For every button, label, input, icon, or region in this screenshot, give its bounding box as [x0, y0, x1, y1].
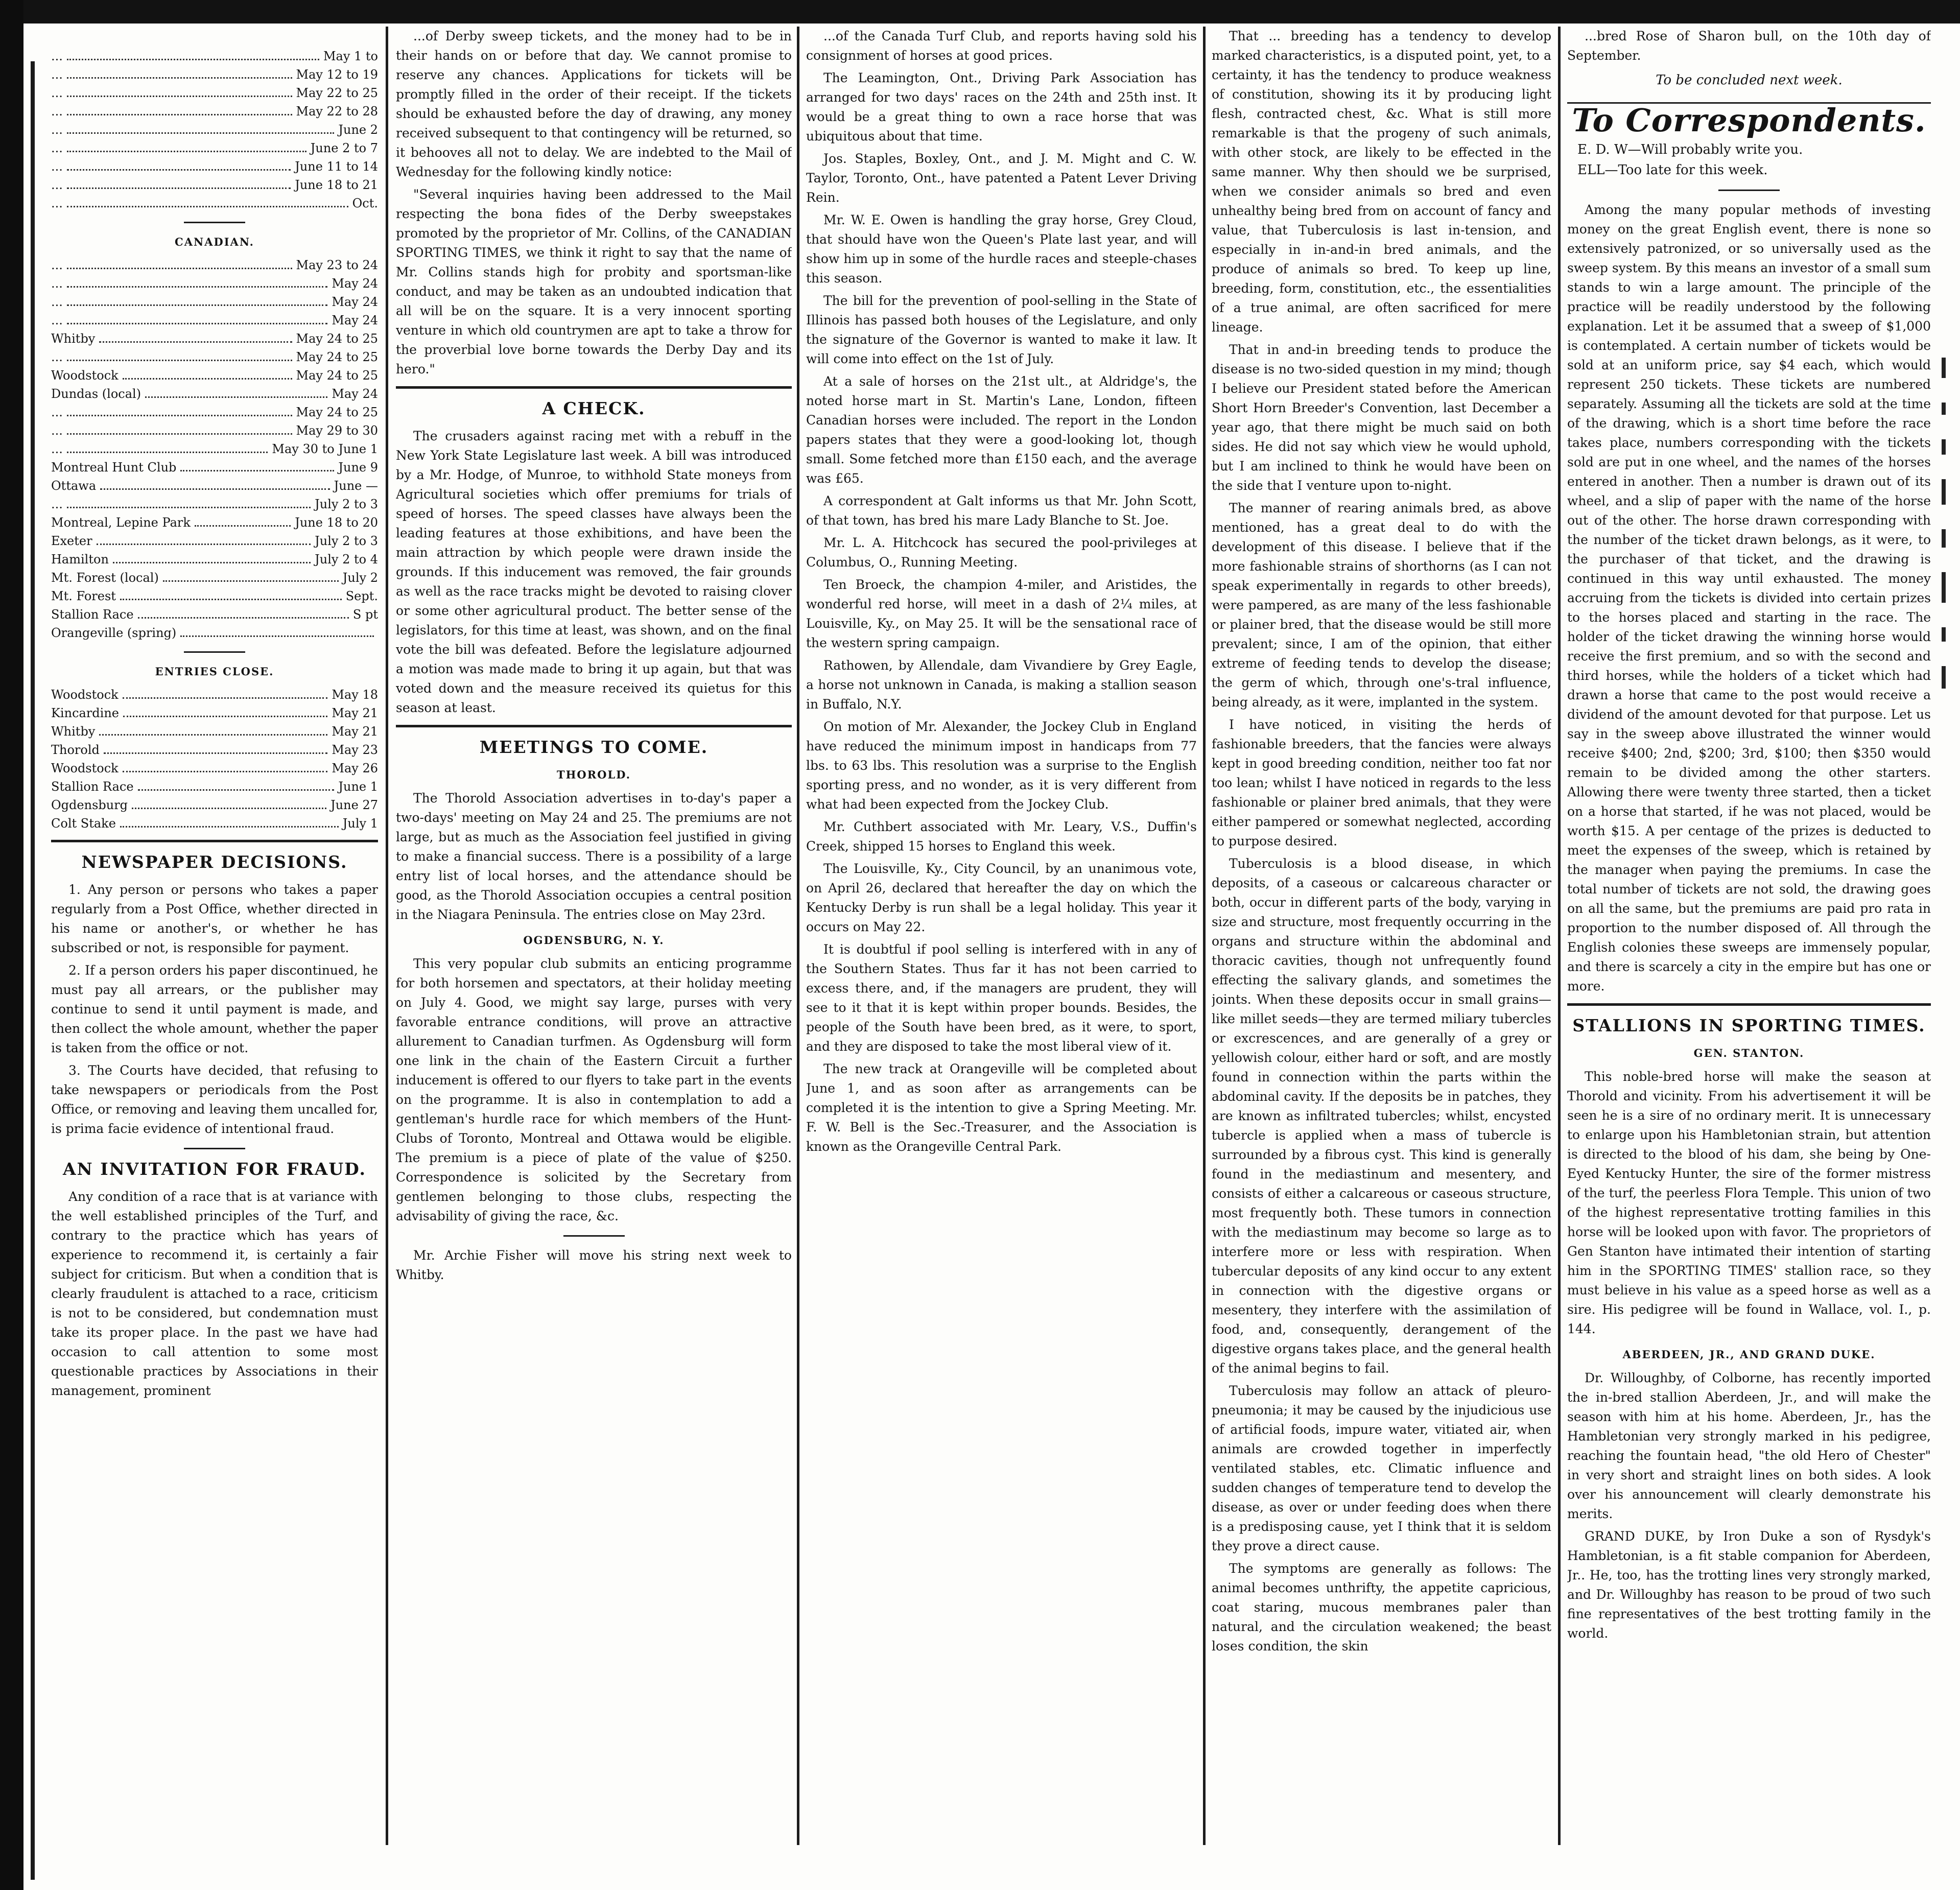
to-be-concluded: To be concluded next week.: [1656, 73, 1843, 88]
leader-dots: [67, 507, 311, 508]
race-date: July 2 to 4: [315, 552, 378, 566]
news-item: Rathowen, by Allendale, dam Vivandiere by Grey Eagle, a horse not unknown in Canada, is making a stallion season in Buffalo, N.Y.: [806, 658, 1197, 712]
race-listing: [51, 458, 378, 477]
race-listing: [51, 329, 378, 348]
race-name: Hamilton: [51, 552, 109, 566]
divider: [396, 725, 792, 727]
leader-dots: [67, 77, 292, 79]
race-date: June 1: [338, 779, 378, 794]
race-name: Woodstock: [51, 761, 119, 775]
race-date: May 22 to 28: [296, 104, 378, 119]
race-name: ...: [51, 67, 63, 82]
leader-dots: [138, 617, 349, 619]
leader-dots: [67, 433, 292, 435]
race-name: ...: [51, 196, 63, 210]
column-rule: [1558, 27, 1561, 1845]
race-name: ...: [51, 178, 63, 192]
race-date: July 1: [342, 816, 378, 831]
race-date: May 1 to: [323, 49, 378, 63]
race-name: ...: [51, 49, 63, 63]
race-listing: [51, 256, 378, 274]
race-date: May 24: [332, 295, 378, 309]
race-date: May 24 to 25: [296, 368, 378, 383]
race-listing: [51, 385, 378, 403]
ogdensburg-heading: OGDENSBURG, N. Y.: [523, 934, 665, 947]
article-paragraph: The symptoms are generally as follows: The animal becomes unthrifty, the appetite capricious, coat staring, mucous membranes paler than natural, and the circulation weakened; the beast loses condition, the skin: [1212, 1561, 1551, 1653]
news-item: At a sale of horses on the 21st ult., at Aldridge's, the noted horse mart in St. Martin's Lane, London, fifteen Canadian horses were included. The report in the London papers states that they were a good-looking lot, though small. Some fetched more than £150 each, and the average was £65.: [806, 374, 1197, 486]
news-item: A correspondent at Galt informs us that Mr. John Scott, of that town, has bred his mare Lady Blanche to St. Joe.: [806, 493, 1197, 528]
race-name: Woodstock: [51, 688, 119, 702]
race-name: Colt Stake: [51, 816, 116, 831]
race-listing: [51, 139, 378, 157]
a-check-heading: A CHECK.: [542, 398, 646, 418]
leader-dots: [123, 716, 327, 717]
entry-listing: [51, 741, 378, 759]
race-listing: [51, 157, 378, 176]
race-date: June 18 to 21: [295, 178, 378, 192]
race-listing: [51, 121, 378, 139]
race-listing: [51, 550, 378, 569]
race-name: Stallion Race: [51, 607, 134, 622]
race-date: May 29 to 30: [296, 423, 378, 438]
invitation-fraud-text: Any condition of a race that is at variance with the well established principles of the Turf, and contrary to the practice which has years of experience to recommend it, is certainly a fair subject for criticism. But when a condition that is clearly fraudulent is attached to a race, criticism is not to be considered, but condemnation must take its proper place. In the past we have had occasion to call attention to some most questionable practices by Associations in their management, prominent: [51, 1189, 378, 1398]
news-item: The Louisville, Ky., City Council, by an unanimous vote, on April 26, declared that hereafter the day on which the Kentucky Derby is run shall be a legal holiday. This year it occurs on May 22.: [806, 861, 1197, 934]
scan-edge-marks: [1939, 358, 1949, 1022]
race-name: Whitby: [51, 724, 96, 739]
column-2: [396, 27, 792, 1865]
divider: [1567, 1003, 1931, 1006]
aberdeen-text: Dr. Willoughby, of Colborne, has recently imported the in-bred stallion Aberdeen, Jr., and will make the season with him at his home. Aberdeen, Jr., has the Hambletonian very strongly marked in his pedigree, reaching the fountain head, "the old Hero of Chester" in very short and straight lines on both sides. A look over his announcement will clearly demonstrate his merits.: [1567, 1371, 1931, 1521]
column-rule: [1203, 27, 1206, 1845]
race-listing: [51, 587, 378, 605]
race-date: May 30 to June 1: [272, 442, 378, 456]
race-listing: [51, 440, 378, 458]
race-date: May 22 to 25: [296, 86, 378, 100]
thorold-text: The Thorold Association advertises in to-day's paper a two-days' meeting on May 24 and 25. The premiums are not large, but as much as the Association feel justified in giving to make a financial success. There is a possibility of a large entry list of local horses, and the attendance should be good, as the Thorold Association occupies a central position in the Niagara Peninsula. The entries close on May 23rd.: [396, 791, 792, 922]
leader-dots: [120, 599, 342, 600]
leader-dots: [163, 580, 339, 582]
race-listing: [51, 194, 378, 212]
leader-dots: [180, 470, 334, 471]
race-date: May 24 to 25: [296, 350, 378, 364]
race-listing: [51, 176, 378, 194]
decision-item: 2. If a person orders his paper discontinued, he must pay all arrears, or the publisher may continue to send it until payment is made, and then collect the whole amount, whether the paper is taken from the office or not.: [51, 963, 378, 1055]
race-date: July 2 to 3: [315, 497, 378, 511]
leader-dots: [195, 525, 291, 527]
race-date: June 9: [338, 460, 378, 475]
leader-dots: [99, 341, 292, 343]
race-date: May 21: [332, 706, 378, 720]
race-listing: [51, 84, 378, 102]
race-name: Dundas (local): [51, 387, 141, 401]
race-listing: [51, 569, 378, 587]
top-border-rule: [23, 0, 1960, 23]
race-date: May 24 to 25: [296, 332, 378, 346]
race-date: May 24: [332, 276, 378, 291]
race-name: Kincardine: [51, 706, 119, 720]
race-listing: [51, 366, 378, 385]
thorold-heading: THOROLD.: [556, 768, 631, 781]
leader-dots: [67, 59, 319, 60]
race-date: June 11 to 14: [295, 159, 378, 174]
derby-sweep-paragraph: ...of Derby sweep tickets, and the money had to be in their hands on or before that day. We cannot promise to reserve any chances. Applications for tickets will be promptly filled in the order of their receipt. If the tickets should be exhausted before the day of drawing, any money received subsequent to that contingency will be returned, so it behooves all not to delay. We are indebted to the Mail of Wednesday for the following kindly notice:: [396, 29, 792, 179]
race-date: Oct.: [352, 196, 378, 210]
race-name: ...: [51, 350, 63, 364]
entries-close-heading: ENTRIES CLOSE.: [155, 665, 274, 678]
race-date: S pt: [352, 607, 378, 622]
gen-stanton-text: This noble-bred horse will make the season at Thorold and vicinity. From his advertisement it will be seen he is a sire of no ordinary merit. It is unnecessary to enlarge upon his Hambletonian strain, but attention is directed to the blood of his dam, she being by One-Eyed Kentucky Hunter, the sire of the former mistress of the turf, the peerless Flora Temple. This union of two of the highest representative trotting families in this horse will be looked upon with favor. The proprietors of Gen Stanton have intimated their intention of starting him in the SPORTING TIMES' stallion race, so they must believe in his value as a speed horse as well as a sire. His pedigree will be found in Wallace, vol. I., p. 144.: [1567, 1069, 1931, 1336]
race-name: Orangeville (spring): [51, 626, 177, 640]
race-listing: [51, 495, 378, 513]
leader-dots: [67, 206, 348, 207]
race-name: ...: [51, 276, 63, 291]
race-name: ...: [51, 295, 63, 309]
entry-listing: [51, 814, 378, 833]
entry-listing: [51, 704, 378, 722]
race-listing: [51, 102, 378, 121]
race-name: Ogdensburg: [51, 798, 128, 812]
entry-listing: [51, 796, 378, 814]
race-listing: [51, 348, 378, 366]
leader-dots: [67, 268, 292, 269]
left-inner-rule: [31, 61, 35, 1880]
grand-duke-text: GRAND DUKE, by Iron Duke a son of Rysdyk's Hambletonian, is a fit stable companion for Aberdeen, Jr.. He, too, has the trotting lines very strongly marked, and Dr. Willoughby has reason to be proud of two such fine representatives of the best trotting family in the world.: [1567, 1529, 1931, 1641]
column-rule: [386, 27, 388, 1845]
race-date: May 26: [332, 761, 378, 775]
race-name: Ottawa: [51, 479, 97, 493]
race-date: July 2: [342, 571, 378, 585]
canadian-heading: CANADIAN.: [175, 235, 254, 248]
entry-listing: [51, 686, 378, 704]
race-listing: [51, 293, 378, 311]
leader-dots: [67, 304, 328, 306]
race-name: ...: [51, 104, 63, 119]
divider: [184, 651, 245, 653]
entry-listing: [51, 722, 378, 741]
race-date: May 21: [332, 724, 378, 739]
article-paragraph: I have noticed, in visiting the herds of fashionable breeders, that the fancies were always kept in good breeding condition, neither too fat nor too lean; whilst I have noticed in regards to the less fashionable or plainer bred animals, that they were either pampered or somewhat neglected, according to purpose desired.: [1212, 717, 1551, 848]
left-page-edge: [0, 0, 23, 1890]
leader-dots: [123, 771, 328, 772]
race-listing: [51, 47, 378, 65]
article-paragraph: Tuberculosis is a blood disease, in which deposits, of a caseous or calcareous character or both, occur in different parts of the body, varying in size and structure, most frequently occurring in the organs and structure within the abdominal and thoracic cavities, though not unfrequently found effecting the salivary glands, and sometimes the joints. When these deposits occur in small grains—like millet seeds—they are termed miliary tubercles or excrescences, and are generally of a grey or yellowish colour, either hard or soft, and are mostly found in connection within the parts within the abdominal cavity. If the deposits be in patches, they are known as infiltrated tubercles; whilst, encysted tubercle is applied when a mass of tubercle is surrounded by a fibrous cyst. This kind is generally found in the mediastinum and mesentery, and consists of either a calcareous or caseous structure, most frequently both. These tumors in connection with the mediastinum may become so large as to interfere more or less with respiration. When tubercular deposits of any kind occur to any extent in connection with the digestive organs or mesentery, they interfere with the assimilation of food, and, consequently, derangement of the digestive organs takes place, and the general health of the animal begins to fail.: [1212, 856, 1551, 1376]
race-name: ...: [51, 405, 63, 419]
continued-text: ...bred Rose of Sharon bull, on the 10th day of September.: [1567, 29, 1931, 63]
news-item: The Leamington, Ont., Driving Park Association has arranged for two days' races on the 24th and 25th inst. It would be a great thing to own a race horse that was ubiquitous about that time.: [806, 70, 1197, 144]
leader-dots: [67, 415, 292, 416]
leader-dots: [67, 323, 328, 324]
race-date: June 2: [338, 123, 378, 137]
news-item: Jos. Staples, Boxley, Ont., and J. M. Might and C. W. Taylor, Toronto, Ont., have patented a Patent Lever Driving Rein.: [806, 151, 1197, 205]
us-race-calendar: [51, 47, 378, 212]
decision-item: 3. The Courts have decided, that refusing to take newspapers or periodicals from the Post Office, or removing and leaving them uncalled for, is prima facie evidence of intentional fraud.: [51, 1063, 378, 1136]
leader-dots: [67, 360, 292, 361]
divider: [396, 386, 792, 389]
race-name: ...: [51, 497, 63, 511]
ogdensburg-text: This very popular club submits an enticing programme for both horsemen and spectators, at their holiday meeting on July 4. Good, we might say large, purses with very favorable entrance conditions, will prove an attractive allurement to Canadian turfmen. As Ogdensburg will form one link in the chain of the Eastern Circuit a further inducement is offered to our flyers to take part in the events on the programme. It is also in contemplation to add a gentleman's hurdle race for which members of the Hunt-Clubs of Toronto, Montreal and Ottawa would be eligible. The premium is a piece of plate of the value of $250. Correspondence is solicited by the Secretary from gentlemen belonging to those clubs, respecting the advisability of giving the race, &c.: [396, 956, 792, 1223]
race-date: May 12 to 19: [296, 67, 378, 82]
race-name: ...: [51, 159, 63, 174]
article-paragraph: Tuberculosis may follow an attack of pleuro-pneumonia; it may be caused by the injudicious use of artificial foods, impure water, vitiated air, when animals are crowded together in imperfectly ventilated stables, etc. Climatic influence and sudden changes of temperature tend to develop the disease, as over or under feeding does when there is a predisposing cause, yet I think that it is seldom they prove a direct cause.: [1212, 1383, 1551, 1553]
article-paragraph: That in and-in breeding tends to produce the disease is no two-sided question in my mind; though I believe our President stated before the American Short Horn Breeder's Convention, last December a year ago, that there might be much said on both sides. He did not say which view he would uphold, but I am inclined to think he would have been on the side that I venture upon to-night.: [1212, 342, 1551, 493]
derby-sweep-quote: "Several inquiries having been addressed to the Mail respecting the bona fides of the Derby sweepstakes promoted by the proprietor of Mr. Collins, of the CANADIAN SPORTING TIMES, we think it right to say that the name of Mr. Collins stands high for probity and sportsman-like conduct, and may be taken as an undoubted indication that all will be on the square. It is a very innocent sporting venture in which old countrymen are apt to take a throw for the proverbial love borne towards the Derby Day and its hero.": [396, 187, 792, 376]
news-item: Mr. W. E. Owen is handling the gray horse, Grey Cloud, that should have won the Queen's Plate last year, and will show him up in some of the hurdle races and steeple-chases this season.: [806, 212, 1197, 286]
gen-stanton-heading: GEN. STANTON.: [1693, 1047, 1805, 1059]
race-date: May 23: [332, 743, 378, 757]
race-date: May 24 to 25: [296, 405, 378, 419]
news-item: The new track at Orangeville will be completed about June 1, and as soon after as arrangements can be completed it is the intention to give a Spring Meeting. Mr. F. W. Bell is the Sec.-Treasurer, and the Association is known as the Orangeville Central Park.: [806, 1061, 1197, 1154]
race-name: Mt. Forest (local): [51, 571, 159, 585]
race-name: ...: [51, 423, 63, 438]
race-name: Whitby: [51, 332, 96, 346]
race-name: Mt. Forest: [51, 589, 116, 603]
leader-dots: [67, 169, 291, 171]
race-listing: [51, 513, 378, 532]
canadian-race-calendar: [51, 256, 378, 642]
race-name: ...: [51, 86, 63, 100]
race-listing: [51, 274, 378, 293]
column-1: [51, 27, 378, 1865]
leader-dots: [67, 114, 292, 115]
leader-dots: [123, 697, 328, 699]
column-4: [1212, 27, 1551, 1865]
news-item: Mr. L. A. Hitchcock has secured the pool-privileges at Columbus, O., Running Meeting.: [806, 535, 1197, 570]
race-listing: [51, 477, 378, 495]
leader-dots: [104, 752, 328, 754]
column-5: [1567, 27, 1931, 1865]
leader-dots: [67, 187, 291, 189]
sweep-explanation: Among the many popular methods of investing money on the great English event, there is none so extensively patronized, or so universally used as the sweep system. By this means an investor of a small sum stands to win a large amount. The principle of the practice will be readily understood by the following explanation. Let it be assumed that a sweep of $1,000 is contemplated. A certain number of tickets would be sold at an uniform price, say $4 each, which would represent 250 tickets. These tickets are numbered separately. Assuming all the tickets are sold at the time of the drawing, which is a short time before the race takes place, numbers corresponding with the tickets sold are put in one wheel, and the names of the horses entered in another. Then a number is drawn out of its wheel, and a slip of paper with the name of the horse out of the other. The horse drawn corresponding with the number of the ticket drawn belongs, as it were, to the purchaser of that ticket, and the drawing is continued in this way until exhausted. The money accruing from the tickets is divided into certain prizes to the horses placed and starting in the race. The holder of the ticket drawing the winning horse would receive the first premium, and so with the second and third horses, while the holders of a ticket which had drawn a horse that came to the post would receive a dividend of the amount devoted for that purpose. Let us say in the sweep above illustrated the winner would receive $400; 2nd, $200; 3rd, $100; then $350 would remain to be divided among the other starters. Allowing there were twenty three started, then a ticket on a horse that started, if he was not placed, would be worth $15. A per centage of the prizes is deducted to meet the expenses of the sweep, which is retained by the manager when paying the premiums. In case the total number of tickets are not sold, the drawing goes on all the same, but the premiums are paid pro rata in proportion to the number disposed of. All through the English colonies these sweeps are immensely popular, and there is scarcely a city in the empire but has one or more.: [1567, 202, 1931, 994]
race-date: May 18: [332, 688, 378, 702]
entry-listing: [51, 759, 378, 777]
fisher-note: Mr. Archie Fisher will move his string next week to Whitby.: [396, 1248, 792, 1282]
news-item: Mr. Cuthbert associated with Mr. Leary, V.S., Duffin's Creek, shipped 15 horses to England this week.: [806, 819, 1197, 854]
leader-dots: [67, 286, 328, 288]
race-date: June —: [334, 479, 378, 493]
newspaper-decisions-heading: NEWSPAPER DECISIONS.: [81, 852, 348, 872]
race-name: ...: [51, 141, 63, 155]
entry-listing: [51, 777, 378, 796]
race-date: May 24: [332, 387, 378, 401]
a-check-text: The crusaders against racing met with a rebuff in the New York State Legislature last week. A bill was introduced by a Mr. Hodge, of Munroe, to withhold State moneys from Agricultural societies which offer premiums for trials of speed of horses. The speed classes have always been the leading features at those exhibitions, and have been the main attraction by which people were drawn inside the grounds. If this inducement was removed, the fair grounds as well as the race tracks might be devoted to raising clover or some other agricultural product. The better sense of the legislators, for this time at least, was shown, and on the final vote the bill was defeated. Before the legislature adjourned a motion was made made to bring it up again, but that was voted down and the measure received its quietus for this season at least.: [396, 429, 792, 715]
race-listing: [51, 532, 378, 550]
tuberculosis-article: [1212, 27, 1551, 1656]
news-item: ...of the Canada Turf Club, and reports having sold his consignment of horses at good prices.: [806, 29, 1197, 63]
article-paragraph: The manner of rearing animals bred, as above mentioned, has a great deal to do with the development of this disease. I believe that if the more fashionable strains of shorthorns (as I can not speak experimentally in regards to other breeds), were pampered, as are many of the less fashionable or plainer bred, that the disease would be still more prevalent; since, I am of the opinion, that either extreme of feeding tends to develop the disease; the germ of which, through one's-tral influence, being already, as it were, implanted in the system.: [1212, 501, 1551, 710]
race-date: May 24: [332, 313, 378, 327]
race-name: Montreal, Lepine Park: [51, 515, 191, 530]
leader-dots: [123, 378, 292, 380]
race-name: Exeter: [51, 534, 92, 548]
to-correspondents-title: To Correspondents.: [1567, 102, 1931, 130]
race-listing: [51, 421, 378, 440]
race-listing: [51, 624, 378, 642]
leader-dots: [67, 452, 268, 453]
column-3: [806, 27, 1197, 1865]
divider: [51, 840, 378, 842]
leader-dots: [67, 96, 292, 97]
race-date: July 2 to 3: [315, 534, 378, 548]
race-name: Thorold: [51, 743, 100, 757]
leader-dots: [145, 396, 327, 398]
divider: [184, 1148, 245, 1149]
entries-close-list: [51, 686, 378, 833]
divider: [563, 1235, 625, 1237]
column-rule: [797, 27, 799, 1845]
news-item: Ten Broeck, the champion 4-miler, and Aristides, the wonderful red horse, will meet in a dash of 2¼ miles, at Louisville, Ky., on May 25. It will be the sensational race of the western spring campaign.: [806, 577, 1197, 650]
article-paragraph: That ... breeding has a tendency to develop marked characteristics, is a disputed point, yet, to a certainty, it has the tendency to produce weakness of constitution, showing its it by producing light flesh, contracted chest, &c. What is still more remarkable is that the progeny of such animals, with other stock, are likely to be effected in the same manner. Why then should we be surprised, when we consider animals so bred and even unhealthy being bred from on account of fancy and value, that Tuberculosis is last in-tension, and especially in in-and-in bred animals, and the produce of animals so bred. To keep up line, breeding, form, constitution, etc., the essentialities of a true animal, are often sacrificed for mere lineage.: [1212, 29, 1551, 335]
race-name: Montreal Hunt Club: [51, 460, 177, 475]
leader-dots: [67, 151, 306, 152]
leader-dots: [120, 826, 339, 828]
race-date: June 27: [330, 798, 378, 812]
divider: [1718, 190, 1780, 191]
divider: [184, 222, 245, 223]
race-listing: [51, 403, 378, 421]
leader-dots: [97, 544, 311, 545]
stallions-heading: STALLIONS IN SPORTING TIMES.: [1572, 1015, 1926, 1035]
leader-dots: [132, 808, 326, 809]
leader-dots: [99, 734, 327, 736]
correspondent-note: ELL—Too late for this week.: [1577, 162, 1768, 178]
news-item: It is doubtful if pool selling is interfered with in any of the Southern States. Thus far it has not been carried to excess there, and, if the managers are prudent, they will see to it that it is kept within proper bounds. Besides, the people of the South have been bred, as it were, to sport, and they are disposed to take the most liberal view of it.: [806, 942, 1197, 1054]
race-date: June 18 to 20: [295, 515, 378, 530]
leader-dots: [100, 488, 330, 490]
news-items: [806, 27, 1197, 1156]
race-name: ...: [51, 313, 63, 327]
leader-dots: [113, 562, 311, 563]
news-item: The bill for the prevention of pool-selling in the State of Illinois has passed both houses of the Legislature, and only the signature of the Governor is wanted to make it law. It will come into effect on the 1st of July.: [806, 293, 1197, 366]
race-name: ...: [51, 258, 63, 272]
race-listing: [51, 65, 378, 84]
race-listing: [51, 311, 378, 329]
leader-dots: [138, 789, 335, 791]
aberdeen-heading: ABERDEEN, JR., AND GRAND DUKE.: [1622, 1348, 1876, 1361]
race-date: Sept.: [345, 589, 378, 603]
decision-item: 1. Any person or persons who takes a paper regularly from a Post Office, whether directed in his name or another's, or whether he has subscribed or not, is responsible for payment.: [51, 882, 378, 955]
leader-dots: [180, 635, 374, 637]
meetings-to-come-heading: MEETINGS TO COME.: [479, 737, 709, 757]
leader-dots: [67, 132, 334, 134]
correspondent-note: E. D. W—Will probably write you.: [1577, 142, 1803, 157]
race-listing: [51, 605, 378, 624]
race-date: May 23 to 24: [296, 258, 378, 272]
race-name: ...: [51, 123, 63, 137]
race-name: ...: [51, 442, 63, 456]
invitation-fraud-heading: AN INVITATION FOR FRAUD.: [62, 1159, 367, 1179]
race-name: Woodstock: [51, 368, 119, 383]
race-name: Stallion Race: [51, 779, 134, 794]
race-date: June 2 to 7: [310, 141, 378, 155]
news-item: On motion of Mr. Alexander, the Jockey Club in England have reduced the minimum impost in handicaps from 77 lbs. to 63 lbs. This resolution was a surprise to the English sporting press, and no wonder, as it is very different from what had been expected from the Jockey Club.: [806, 719, 1197, 812]
